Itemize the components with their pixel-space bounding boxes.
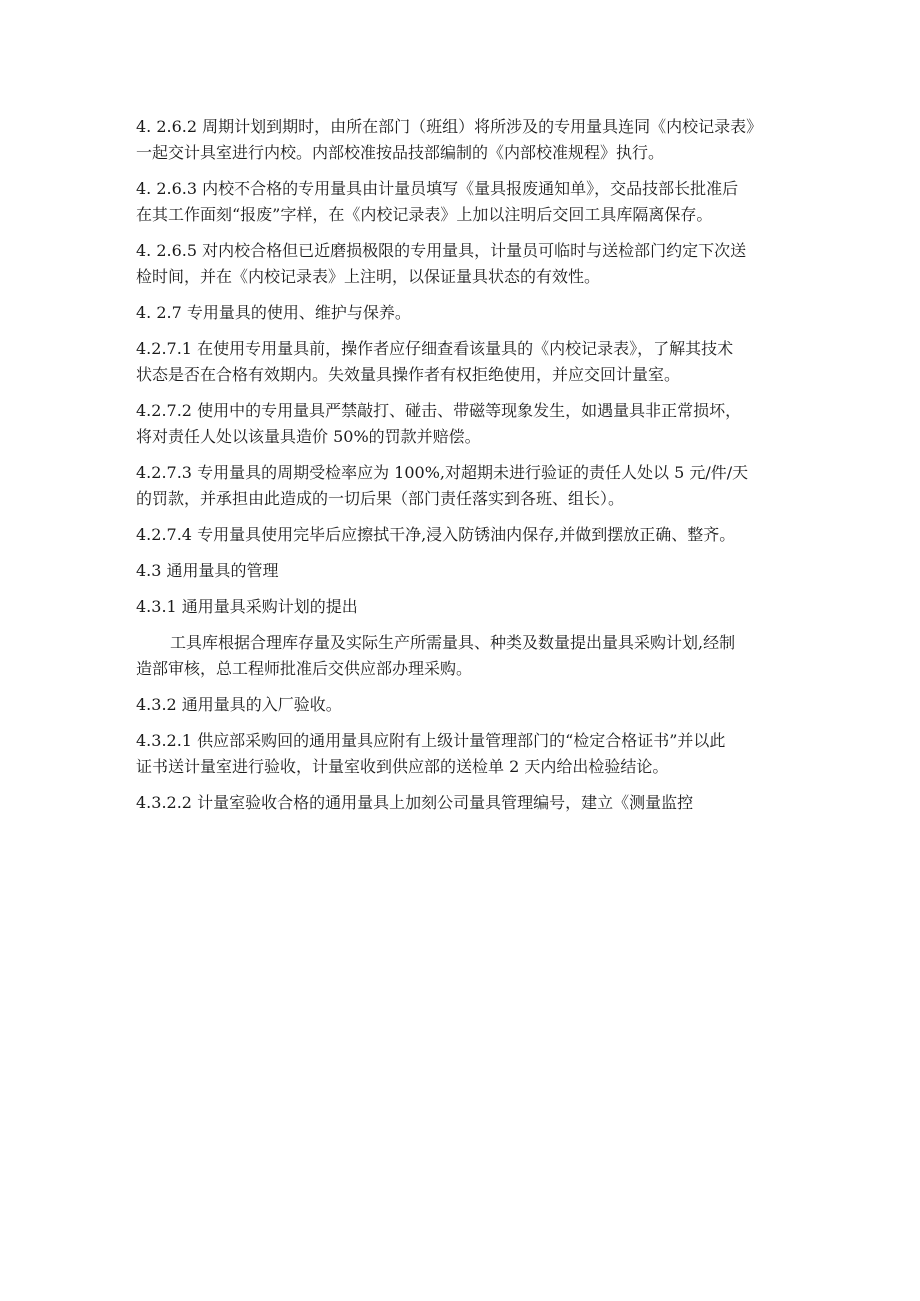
text-line: 4. 2.7 专用量具的使用、维护与保养。 [136,303,411,322]
text-line: 4.2.7.3 专用量具的周期受检率应为 100%,对超期未进行验证的责任人处以 5 元/件/天 [136,463,749,482]
document-body [136,114,808,826]
text-line: 4.3.1 通用量具采购计划的提出 [136,597,358,616]
text-line: 状态是否在合格有效期内。失效量具操作者有权拒绝使用，并应交回计量室。 [136,365,681,384]
paragraph-4-2-7-1 [136,336,808,388]
text-line: 的罚款，并承担由此造成的一切后果（部门责任落实到各班、组长）。 [136,489,625,508]
text-line: 4.3.2.1 供应部采购回的通用量具应附有上级计量管理部门的“检定合格证书”并以此 [136,731,726,750]
text-line: 4. 2.6.2 周期计划到期时，由所在部门（班组）将所涉及的专用量具连同《内校记录表》 [136,117,763,136]
heading-4-2-7 [136,300,808,326]
heading-4-3-1 [136,594,808,620]
paragraph-4-3-1-body [136,630,808,682]
heading-4-3-2 [136,692,808,718]
text-line: 工具库根据合理库存量及实际生产所需量具、种类及数量提出量具采购计划,经制 [170,633,736,652]
text-line: 4.2.7.4 专用量具使用完毕后应擦拭干净,浸入防锈油内保存,并做到摆放正确、整齐。 [136,525,736,544]
text-line: 一起交计具室进行内校。内部校准按品技部编制的《内部校准规程》执行。 [136,143,665,162]
paragraph-4-3-2-1 [136,728,808,780]
text-line: 检时间，并在《内校记录表》上注明，以保证量具状态的有效性。 [136,267,601,286]
text-line: 在其工作面刻“报废”字样，在《内校记录表》上加以注明后交回工具库隔离保存。 [136,205,713,224]
paragraph-4-2-7-2 [136,398,808,450]
paragraph-4-2-7-3 [136,460,808,512]
text-line: 证书送计量室进行验收，计量室收到供应部的送检单 2 天内给出检验结论。 [136,757,669,776]
text-line: 将对责任人处以该量具造价 50%的罚款并赔偿。 [136,427,481,446]
text-line: 4.3 通用量具的管理 [136,561,279,580]
paragraph-4-2-6-5 [136,238,808,290]
text-line: 4.2.7.2 使用中的专用量具严禁敲打、碰击、带磁等现象发生，如遇量具非正常损坏， [136,401,742,420]
heading-4-3 [136,558,808,584]
paragraph-4-2-6-3 [136,176,808,228]
paragraph-4-3-2-2 [136,790,808,816]
paragraph-4-2-6-2 [136,114,808,166]
text-line: 4.3.2.2 计量室验收合格的通用量具上加刻公司量具管理编号，建立《测量监控 [136,793,694,812]
text-line: 4.3.2 通用量具的入厂验收。 [136,695,342,714]
text-line: 造部审核，总工程师批准后交供应部办理采购。 [136,659,473,678]
text-line: 4. 2.6.5 对内校合格但已近磨损极限的专用量具，计量员可临时与送检部门约定下次送 [136,241,747,260]
paragraph-4-2-7-4 [136,522,808,548]
text-line: 4. 2.6.3 内校不合格的专用量具由计量员填写《量具报废通知单》，交品技部长批准后 [136,179,739,198]
text-line: 4.2.7.1 在使用专用量具前，操作者应仔细查看该量具的《内校记录表》，了解其技术 [136,339,734,358]
